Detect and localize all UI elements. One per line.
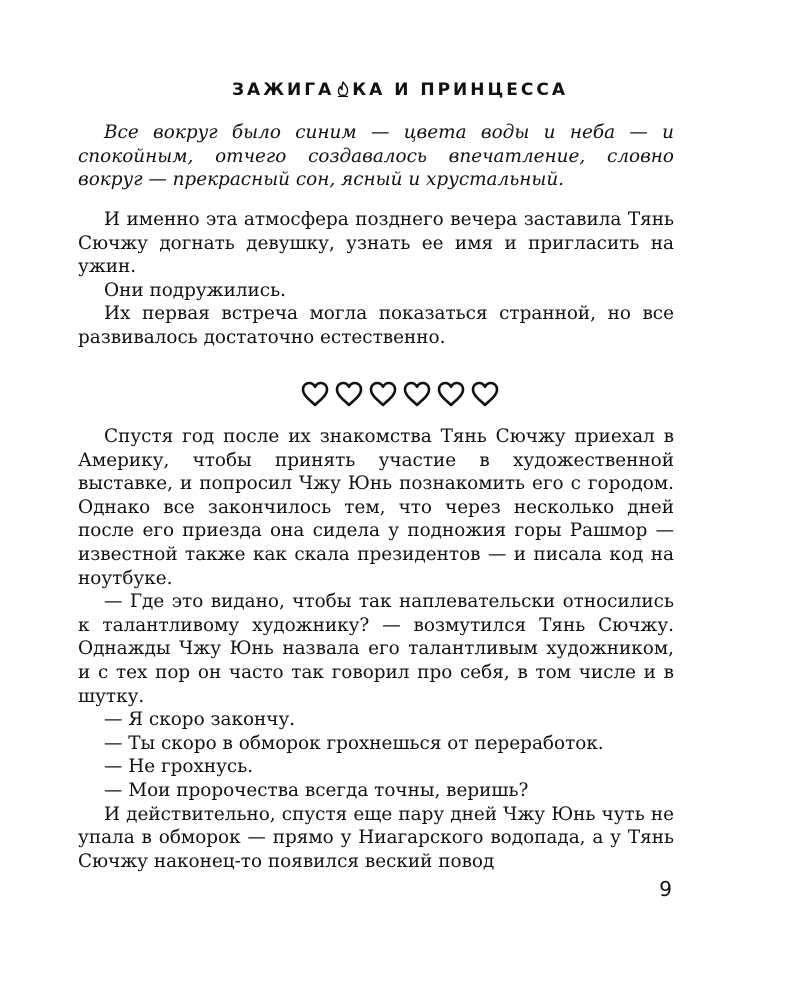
heart-icon: [470, 380, 500, 408]
heart-ornament: [300, 380, 500, 408]
section-1: [78, 208, 674, 350]
dialogue-line: — Мои пророчества всегда точны, веришь?: [104, 779, 529, 801]
paragraph: Их первая встреча могла показаться странной, но все развивалось достаточно естественно.: [78, 303, 674, 348]
dialogue-line: — Ты скоро в обморок грохнешься от переработок.: [104, 732, 604, 754]
section-divider: [0, 380, 800, 414]
paragraph: — Где это видано, чтобы так наплевательски относились к талантливому художнику? — возмутился Тянь Сючжу. Однажды Чжу Юнь назвала его талантливым художником, и с тех пор он часто так говорил про себя, в том числе и в шутку.: [78, 591, 674, 707]
dialogue-line: — Я скоро закончу.: [104, 709, 296, 731]
paragraph: И действительно, спустя еще пару дней Чжу Юнь чуть не упала в обморок — прямо у Ниагарского водопада, а у Тянь Сючжу наконец-то появился веский повод: [78, 803, 674, 872]
running-head-part2: КА И ПРИНЦЕССА: [352, 80, 569, 100]
running-head: [0, 80, 800, 100]
heart-icon: [436, 380, 466, 408]
paragraph: Спустя год после их знакомства Тянь Сючжу приехал в Америку, чтобы принять участие в художественной выставке, и попросил Чжу Юнь познакомить его с городом. Однако все закончилось тем, что через несколько дней после его приезда она сидела у подножия горы Рашмор — известной также как скала президентов — и писала код на ноутбуке.: [78, 426, 674, 589]
heart-icon: [300, 380, 330, 408]
intro-paragraph-block: [78, 121, 674, 192]
heart-icon: [402, 380, 432, 408]
section-2: [78, 425, 674, 873]
paragraph: И именно эта атмосфера позднего вечера заставила Тянь Сючжу догнать девушку, узнать ее имя и пригласить на ужин.: [78, 209, 674, 278]
heart-icon: [334, 380, 364, 408]
dialogue-line: — Не грохнусь.: [104, 756, 254, 778]
page-number: 9: [659, 877, 672, 901]
running-head-part1: ЗАЖИГА: [231, 80, 335, 100]
heart-icon: [368, 380, 398, 408]
paragraph: Они подружились.: [104, 279, 286, 301]
flame-icon: [336, 81, 350, 97]
intro-paragraph: Все вокруг было синим — цвета воды и неба — и спокойным, отчего создавалось впечатление, словно вокруг — прекрасный сон, ясный и хрустальный.: [78, 122, 674, 191]
